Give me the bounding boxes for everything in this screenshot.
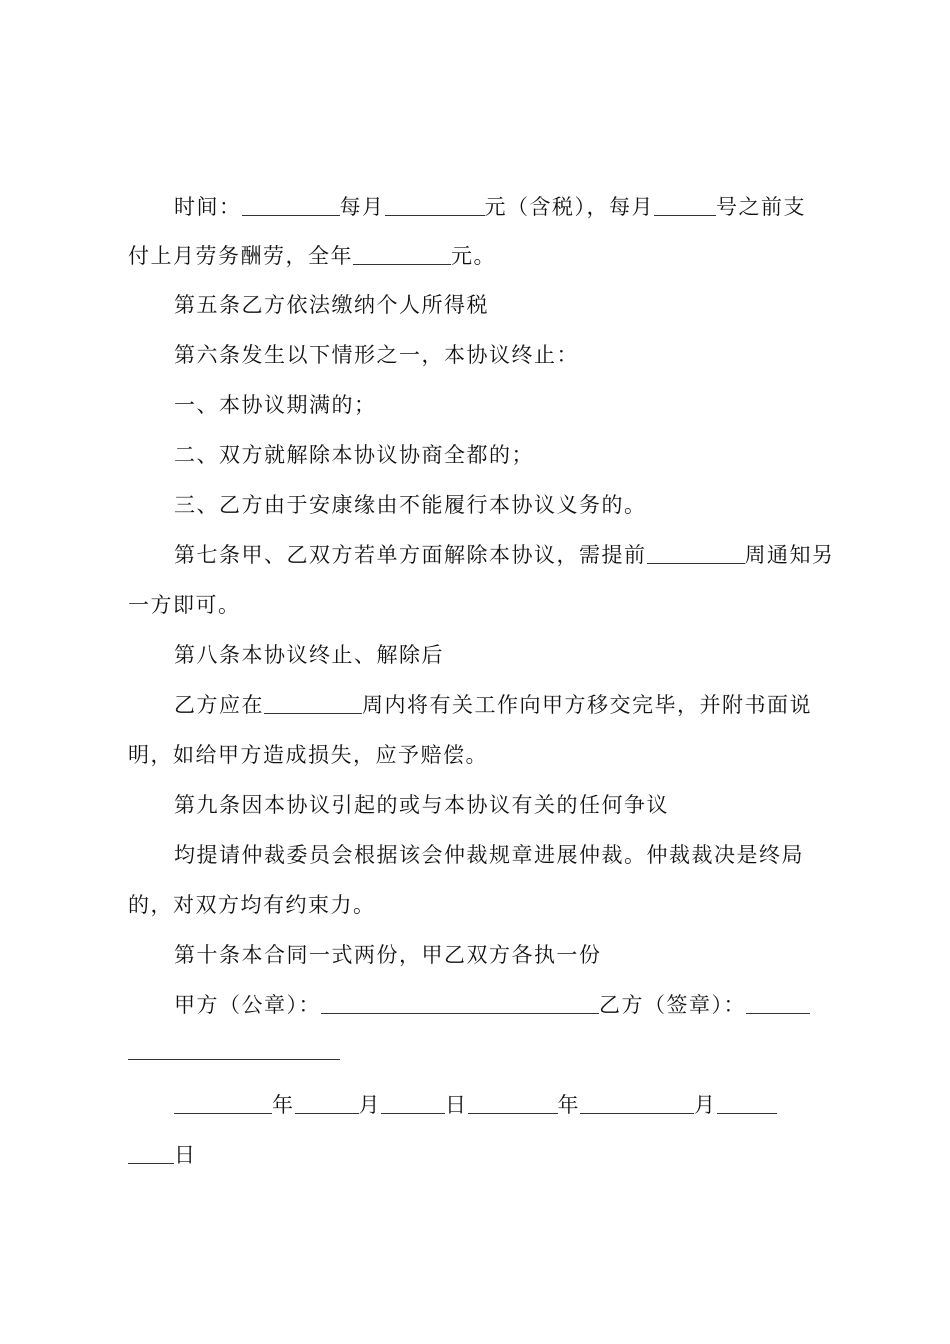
yuan-label: 元。 — [451, 244, 496, 268]
day-a-label: 日 — [445, 1093, 468, 1117]
article-8-body — [174, 690, 838, 720]
day-a-blank[interactable] — [381, 1091, 445, 1114]
year-a-label: 年 — [272, 1093, 295, 1117]
payment-time-line — [174, 192, 838, 222]
day-b-label: 日 — [174, 1143, 197, 1167]
party-b-sign-blank[interactable] — [746, 991, 810, 1014]
month-b-blank[interactable] — [580, 1091, 694, 1114]
notice-weeks-blank[interactable] — [647, 541, 745, 564]
before-day-label: 号之前支 — [716, 195, 806, 219]
year-a-blank[interactable] — [174, 1091, 272, 1114]
payment-annual-line — [128, 241, 838, 271]
pay-day-blank[interactable] — [654, 193, 716, 216]
article-6-item-2: 二、双方就解除本协议协商全都的； — [174, 443, 534, 467]
article-9-continued: 的，对双方均有约束力。 — [128, 893, 376, 917]
month-a-label: 月 — [358, 1093, 381, 1117]
party-b-sign-blank-continued[interactable] — [128, 1059, 340, 1060]
article-10: 第十条本合同一式两份，甲乙双方各执一份 — [174, 943, 602, 967]
article-5: 第五条乙方依法缴纳个人所得税 — [174, 293, 489, 317]
article-6-item-3: 三、乙方由于安康缘由不能履行本协议义务的。 — [174, 493, 647, 517]
signature-line — [174, 990, 838, 1020]
annual-label: 付上月劳务酬劳，全年 — [128, 244, 353, 268]
article-9-body: 均提请仲裁委员会根据该会仲裁规章进展仲裁。仲裁裁决是终局 — [174, 843, 804, 867]
annual-amount-blank[interactable] — [353, 242, 451, 265]
handover-weeks-blank[interactable] — [264, 691, 362, 714]
tax-included-label: 元（含税），每月 — [484, 195, 654, 219]
monthly-label: 每月 — [339, 195, 385, 219]
article-7-continued: 一方即可。 — [128, 593, 241, 617]
article-8: 第八条本协议终止、解除后 — [174, 643, 444, 667]
article-9: 第九条因本协议引起的或与本协议有关的任何争议 — [174, 793, 669, 817]
party-a-seal-blank[interactable] — [321, 991, 599, 1014]
day-b-blank[interactable] — [717, 1091, 777, 1114]
year-b-label: 年 — [557, 1093, 580, 1117]
article-8-text-b: 周内将有关工作向甲方移交完毕，并附书面说 — [362, 693, 812, 717]
article-6-item-1: 一、本协议期满的； — [174, 393, 377, 417]
month-b-label: 月 — [694, 1093, 717, 1117]
monthly-amount-blank[interactable] — [385, 193, 485, 216]
article-7-text-b: 周通知另 — [744, 543, 835, 567]
party-b-sign-label: 乙方（签章）： — [599, 993, 746, 1017]
day-b-blank-continued[interactable] — [128, 1141, 174, 1164]
date-line-continued — [128, 1140, 838, 1170]
month-a-blank[interactable] — [295, 1091, 359, 1114]
article-7 — [174, 540, 838, 570]
article-8-continued: 明，如给甲方造成损失，应予赔偿。 — [128, 743, 488, 767]
party-a-seal-label: 甲方（公章）： — [174, 993, 321, 1017]
article-7-text-a: 第七条甲、乙双方若单方面解除本协议，需提前 — [174, 543, 647, 567]
time-label: 时间： — [174, 195, 242, 219]
year-b-blank[interactable] — [468, 1091, 558, 1114]
time-blank[interactable] — [242, 193, 340, 216]
article-8-text-a: 乙方应在 — [174, 693, 264, 717]
article-6: 第六条发生以下情形之一，本协议终止： — [174, 343, 579, 367]
date-line — [174, 1090, 838, 1120]
